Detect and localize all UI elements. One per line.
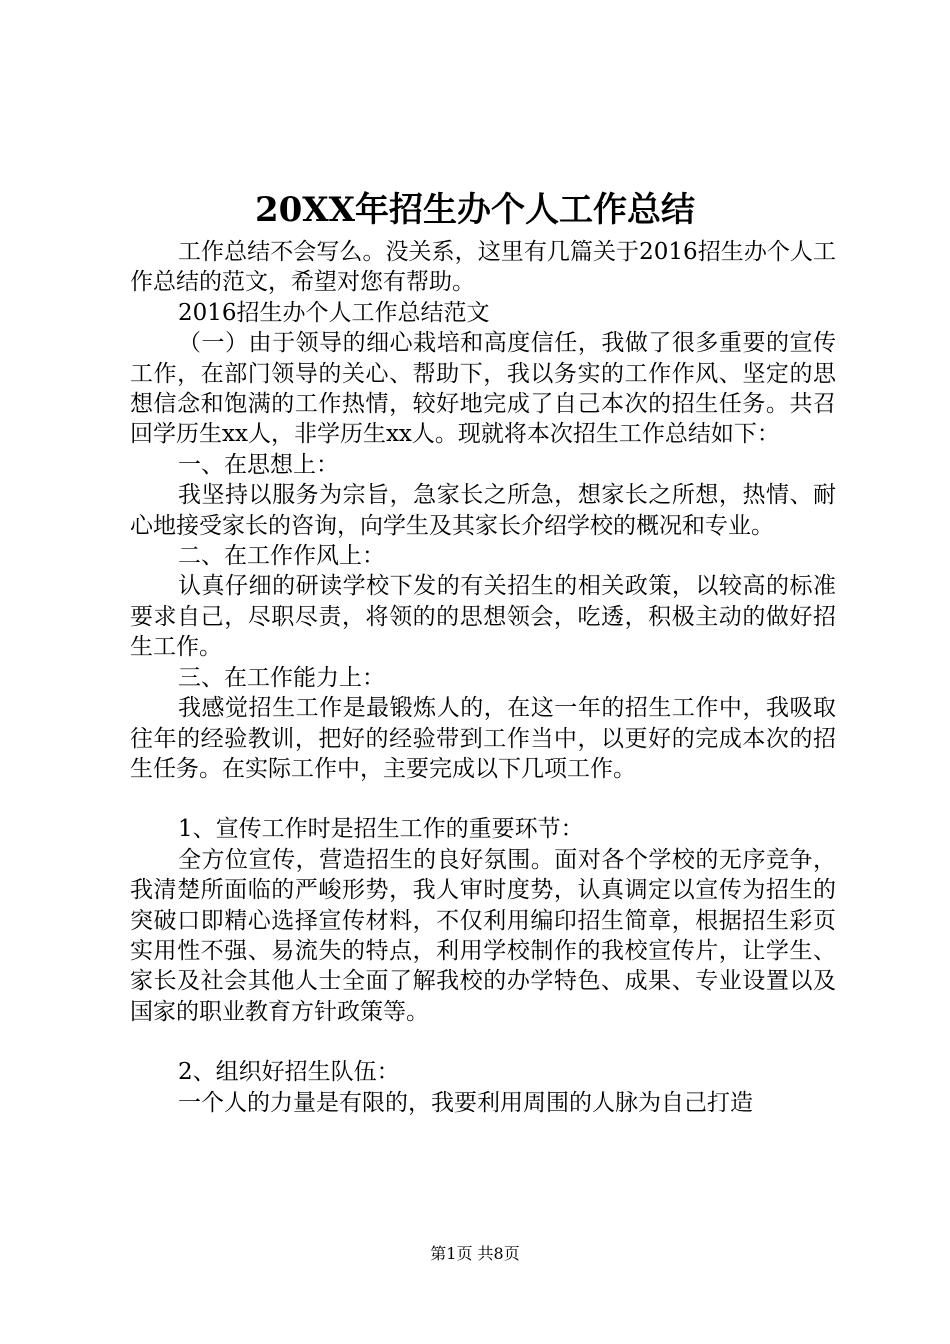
paragraph: 一个人的力量是有限的，我要利用周围的人脉为自己打造 <box>178 1089 753 1116</box>
section-heading: 三、在工作能力上： <box>178 664 385 691</box>
paragraph: 我感觉招生工作是最锻炼人的，在这一年的招生工作中，我吸取往年的经验教训，把好的经验带到工作当中，以更好的完成本次的招生任务。在实际工作中，主要完成以下几项工作。 <box>130 695 836 782</box>
section-heading: 1、宣传工作时是招生工作的重要环节： <box>178 816 584 843</box>
page-number-footer: 第1页 共8页 <box>430 1244 520 1263</box>
paragraph: （一）由于领导的细心栽培和高度信任，我做了很多重要的宣传工作，在部门领导的关心、帮助下，我以务实的工作作风、坚定的思想信念和饱满的工作热情，较好地完成了自己本次的招生任务。共召回学历生xx人，非学历生xx人。现就将本次招生工作总结如下： <box>130 330 836 448</box>
paragraph: 全方位宣传，营造招生的良好氛围。面对各个学校的无序竞争，我清楚所面临的严峻形势，我人审时度势，认真调定以宣传为招生的突破口即精心选择宣传材料，不仅利用编印招生简章，根据招生彩页实用性不强、易流失的特点，利用学校制作的我校宣传片，让学生、家长及社会其他人士全面了解我校的办学特色、成果、专业设置以及国家的职业教育方针政策等。 <box>130 846 836 1025</box>
paragraph: 认真仔细的研读学校下发的有关招生的相关政策，以较高的标准要求自己，尽职尽责，将领的的思想领会，吃透，积极主动的做好招生工作。 <box>130 573 836 661</box>
document-title: 20XX年招生办个人工作总结 <box>254 190 696 230</box>
document-body <box>130 237 836 1118</box>
section-heading: 二、在工作作风上： <box>178 543 385 570</box>
paragraph: 我坚持以服务为宗旨，急家长之所急，想家长之所想，热情、耐心地接受家长的咨询，向学生及其家长介绍学校的概况和专业。 <box>130 482 836 539</box>
paragraph: 工作总结不会写么。没关系，这里有几篇关于2016招生办个人工作总结的范文，希望对您有帮助。 <box>130 239 836 296</box>
section-heading: 2、组织好招生队伍： <box>178 1059 400 1086</box>
section-heading: 一、在思想上： <box>178 451 339 478</box>
paragraph: 2016招生办个人工作总结范文 <box>178 299 490 326</box>
